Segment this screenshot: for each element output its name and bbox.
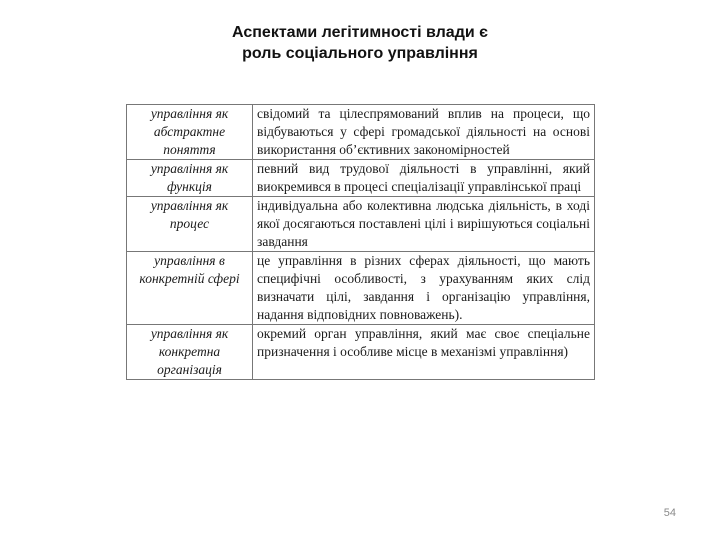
term-cell: управління як конкретна організація xyxy=(127,325,253,380)
definition-cell: окремий орган управління, який має своє спеціальне призначення і особливе місце в механізмі управління) xyxy=(253,325,595,380)
table-row xyxy=(127,325,595,380)
slide-title xyxy=(0,22,720,64)
table-row xyxy=(127,197,595,252)
definitions-table xyxy=(126,104,595,380)
slide-title-line-2: роль соціального управління xyxy=(242,45,478,62)
term-cell: управління як процес xyxy=(127,197,253,252)
definition-cell: свідомий та цілеспрямований вплив на процеси, що відбуваються у сфері громадської діяльності на основі використання об’єктивних закономірностей xyxy=(253,105,595,160)
term-cell: управління як функція xyxy=(127,160,253,197)
table-row xyxy=(127,252,595,325)
slide-title-line-1: Аспектами легітимності влади є xyxy=(232,24,488,41)
term-cell: управління в конкретній сфері xyxy=(127,252,253,325)
definition-cell: індивідуальна або колективна людська діяльність, в ході якої досягаються поставлені цілі і вирішуються соціальні завдання xyxy=(253,197,595,252)
page-number: 54 xyxy=(663,507,676,519)
table-row xyxy=(127,160,595,197)
definition-cell: це управління в різних сферах діяльності, що мають специфічні особливості, з урахуванням яких слід визначати цілі, завдання і організацію управління, надання відповідних повноважень). xyxy=(253,252,595,325)
table-row xyxy=(127,105,595,160)
term-cell: управління як абстрактне поняття xyxy=(127,105,253,160)
definition-cell: певний вид трудової діяльності в управлінні, який виокремився в процесі спеціалізації управлінської праці xyxy=(253,160,595,197)
